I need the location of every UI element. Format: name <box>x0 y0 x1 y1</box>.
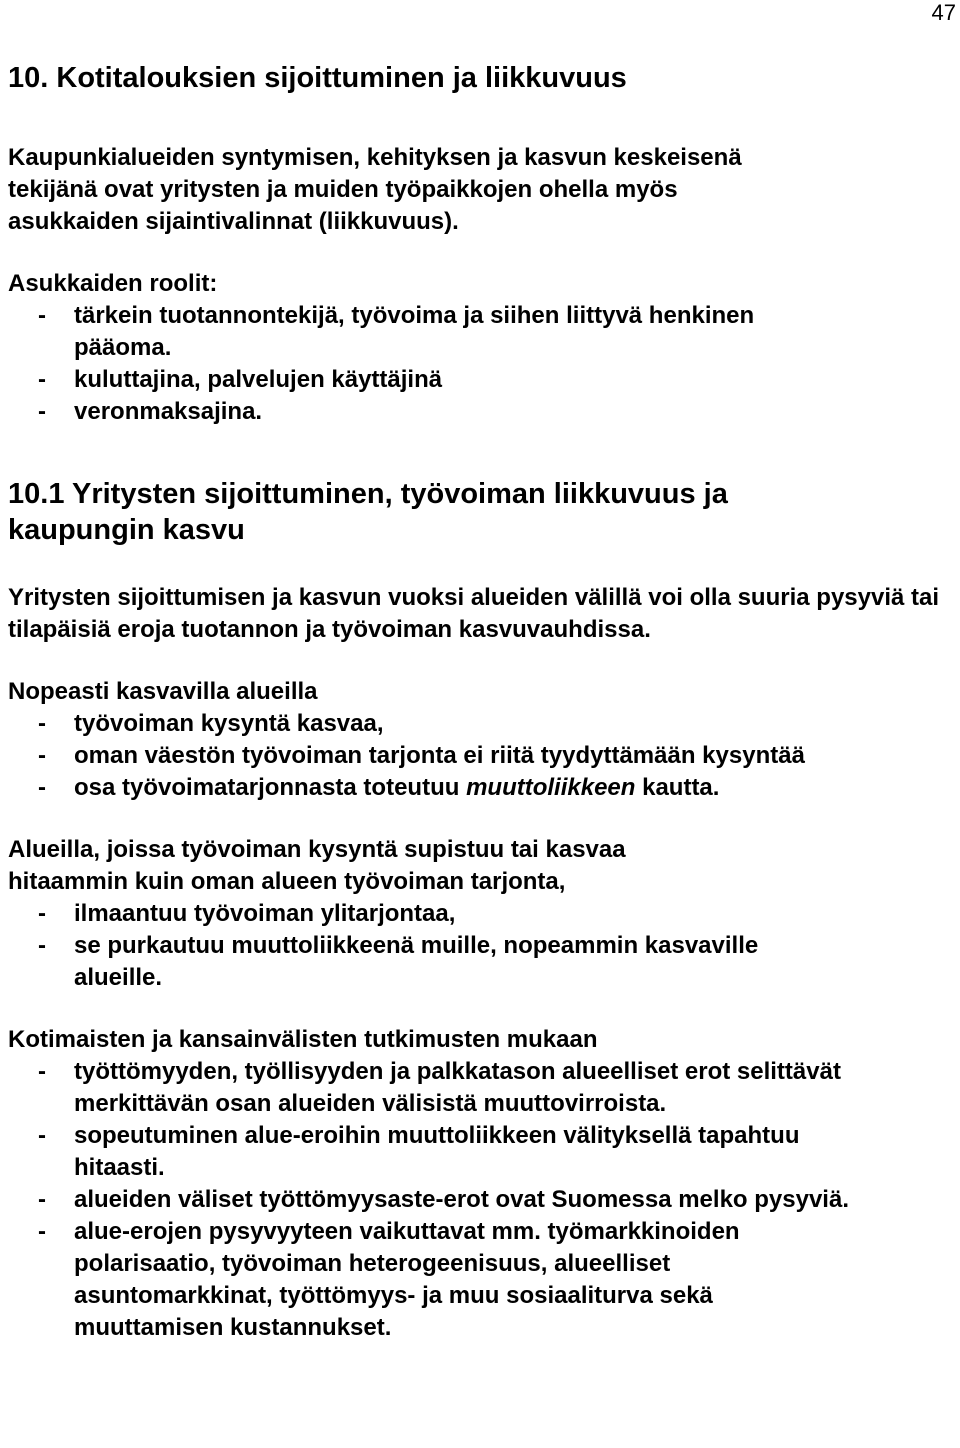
section-intro-block <box>8 582 948 646</box>
slow-growing-list-item: - se purkautuu muuttoliikkeenä muille, nopeammin kasvaville alueille. <box>8 930 768 994</box>
slow-growing-list <box>8 898 768 994</box>
chapter-title: 10. Kotitalouksien sijoittuminen ja liikkuvuus <box>8 62 627 94</box>
roles-list-item: - kuluttajina, palvelujen käyttäjinä <box>8 364 768 396</box>
research-list <box>8 1056 868 1344</box>
fast-growing-list-item-last <box>8 772 828 804</box>
roles-heading: Asukkaiden roolit: <box>8 270 218 297</box>
fast-growing-heading: Nopeasti kasvavilla alueilla <box>8 678 318 705</box>
intro-paragraph-block <box>8 142 948 238</box>
last-item-emphasis: muuttoliikkeen <box>466 774 636 801</box>
intro-paragraph: Kaupunkialueiden syntymisen, kehityksen ja kasvun keskeisenä tekijänä ovat yritysten ja muiden työpaikkojen ohella myös asukkaiden sijaintivalinnat (liikkuvuus). <box>8 144 742 235</box>
last-item-suffix: kautta. <box>635 774 720 801</box>
document-body <box>8 60 948 1374</box>
research-section <box>8 1024 948 1344</box>
slow-growing-section <box>8 834 948 994</box>
research-list-item: - alueiden väliset työttömyysaste-erot ovat Suomessa melko pysyviä. <box>8 1184 868 1216</box>
slow-growing-heading: Alueilla, joissa työvoiman kysyntä supistuu tai kasvaa hitaammin kuin oman alueen työvoiman tarjonta, <box>8 836 626 895</box>
fast-growing-list-item: - työvoiman kysyntä kasvaa, <box>8 708 828 740</box>
fast-growing-list <box>8 708 828 804</box>
roles-list-item: - tärkein tuotannontekijä, työvoima ja siihen liittyvä henkinen pääoma. <box>8 300 768 364</box>
last-item-prefix: osa työvoimatarjonnasta toteutuu <box>74 774 467 801</box>
research-list-item: - työttömyyden, työllisyyden ja palkkatason alueelliset erot selittävät merkittävän osan alueiden välisistä muuttovirroista. <box>8 1056 868 1120</box>
slow-growing-list-item: - ilmaantuu työvoiman ylitarjontaa, <box>8 898 768 930</box>
section-title: 10.1 Yritysten sijoittuminen, työvoiman liikkuvuus ja kaupungin kasvu <box>8 478 728 546</box>
research-list-item: - alue-erojen pysyvyyteen vaikuttavat mm. työmarkkinoiden polarisaatio, työvoiman heterogeenisuus, alueelliset asuntomarkkinat, työttömyys- ja muu sosiaaliturva sekä muuttamisen kustannukset. <box>8 1216 868 1344</box>
section-intro-paragraph: Yritysten sijoittumisen ja kasvun vuoksi alueiden välillä voi olla suuria pysyviä tai tilapäisiä eroja tuotannon ja työvoiman kasvuvauhdissa. <box>8 584 940 643</box>
page-number: 47 <box>931 0 956 25</box>
fast-growing-section <box>8 676 948 804</box>
roles-list-item: - veronmaksajina. <box>8 396 768 428</box>
roles-section <box>8 268 948 428</box>
research-heading: Kotimaisten ja kansainvälisten tutkimusten mukaan <box>8 1026 598 1053</box>
research-list-item: - sopeutuminen alue-eroihin muuttoliikkeen välityksellä tapahtuu hitaasti. <box>8 1120 868 1184</box>
roles-list <box>8 300 768 428</box>
fast-growing-list-item: - oman väestön työvoiman tarjonta ei riitä tyydyttämään kysyntää <box>8 740 828 772</box>
